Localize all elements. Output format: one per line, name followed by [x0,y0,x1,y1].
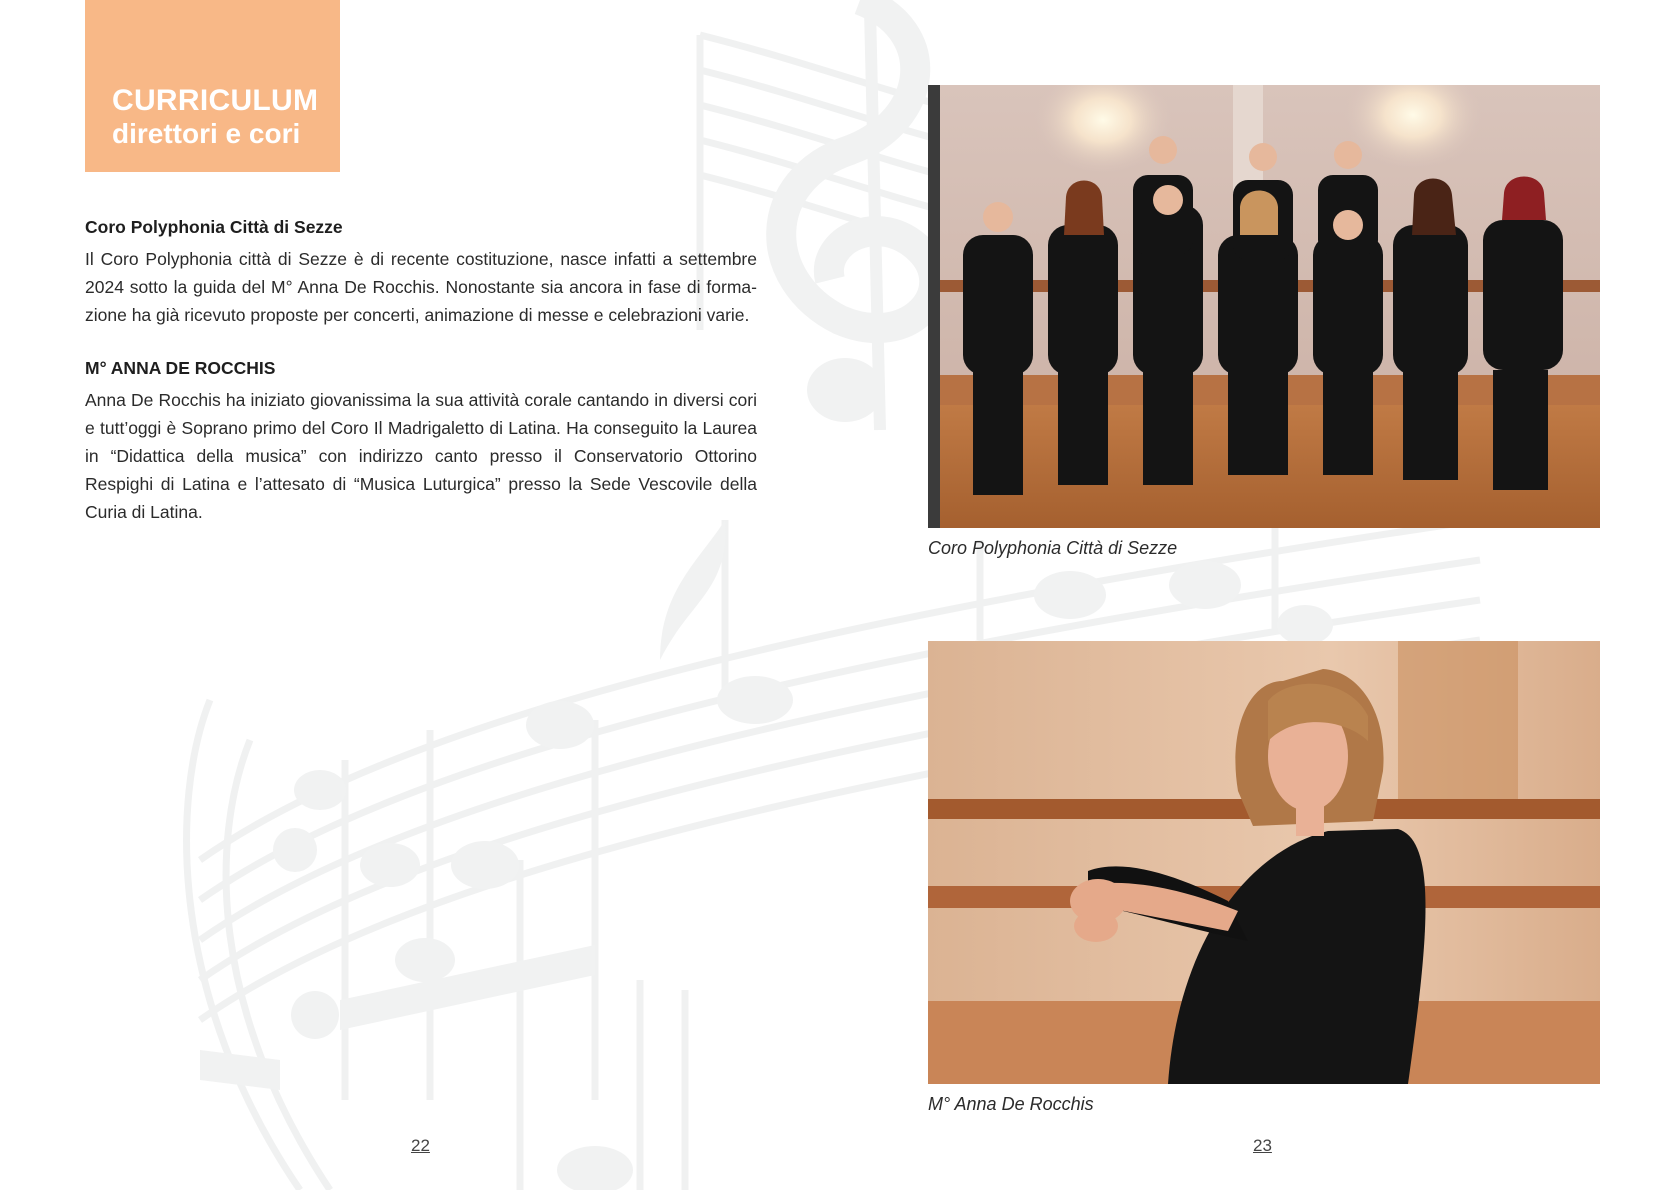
section-title-box [85,0,340,172]
page-number-right: 23 [1253,1136,1272,1155]
director-biography: Anna De Rocchis ha iniziato giovanissima la sua attività corale cantando in diversi cori e tutt’oggi è Soprano primo del Coro Il Madrigaletto di Latina. Ha conseguito la Laurea in “Didattica della musica” con indirizzo canto presso il Conservatorio Ottorino Respighi di Latina e l’attesato di “Musica Luturgica” presso la Sede Vescovile della Curia di Latina. [85,390,757,522]
director-heading: M° ANNA DE ROCCHIS [85,358,276,378]
title-line-1: CURRICULUM [112,84,319,117]
choir-section [85,213,757,329]
director-photo [928,641,1600,1084]
choir-photo [928,85,1600,528]
director-photo-caption: M° Anna De Rocchis [928,1094,1094,1114]
title-line-2: direttori e cori [112,118,301,149]
choir-photo-caption: Coro Polyphonia Città di Sezze [928,538,1178,558]
director-section [85,354,757,526]
page-number-left: 22 [411,1136,430,1155]
choir-heading: Coro Polyphonia Città di Sezze [85,217,343,237]
choir-description: Il Coro Polyphonia città di Sezze è di recente costituzione, nasce infatti a settembre 2024 sotto la guida del M° Anna De Rocchis. Nonostante sia ancora in fase di forma-zione ha già ricevuto proposte per concerti, animazione di messe e celebrazioni varie. [85,249,757,325]
